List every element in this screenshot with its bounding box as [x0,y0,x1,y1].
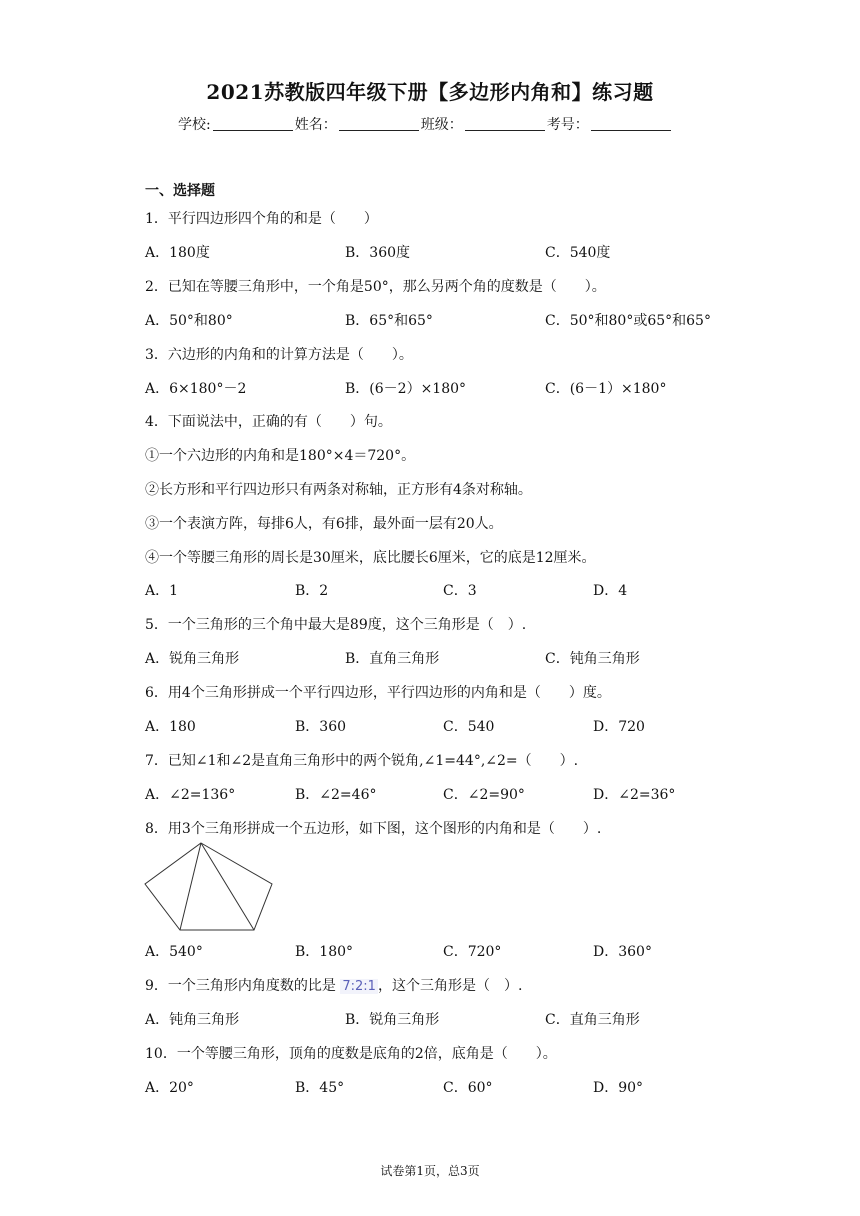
option-a[interactable]: A．6×180°－2 [145,381,247,397]
option-c[interactable]: C．60° [443,1080,493,1096]
page-footer: 试卷第1页，总3页 [380,1164,480,1178]
option-c[interactable]: C．(6－1）×180° [545,381,667,397]
statement-3: ③一个表演方阵，每排6人，有6排，最外面一层有20人。 [145,516,503,532]
statement-2: ②长方形和平行四边形只有两条对称轴，正方形有4条对称轴。 [145,482,532,498]
question-8: 8．用3个三角形拼成一个五边形，如下图，这个图形的内角和是（ ）. [145,821,602,837]
question-1: 1．平行四边形四个角的和是（ ） [145,211,378,227]
ratio-formula: 7:2:1 [342,979,376,994]
question-6: 6．用4个三角形拼成一个平行四边形，平行四边形的内角和是（ ）度。 [145,685,611,701]
name-blank[interactable] [339,116,419,131]
option-b[interactable]: B．2 [295,583,329,599]
option-c[interactable]: C．∠2=90° [443,787,525,803]
school-label: 学校: [178,117,211,133]
question-1-options [145,242,725,262]
diagonal-right [201,843,254,930]
number-blank[interactable] [591,116,671,131]
question-8-options [145,941,725,961]
option-c[interactable]: C．50°和80°或65°和65° [545,313,711,329]
question-2-options [145,310,725,330]
option-b[interactable]: B．360 [295,719,347,735]
option-b[interactable]: B．锐角三角形 [345,1012,440,1028]
option-a[interactable]: A．钝角三角形 [145,1012,240,1028]
question-5-options [145,648,725,668]
option-b[interactable]: B．∠2=46° [295,787,377,803]
pentagon-figure [142,840,276,934]
school-blank[interactable] [213,116,293,131]
student-info-line [178,114,673,134]
question-10-options [145,1077,725,1097]
name-label: 姓名： [294,117,337,133]
question-9-text-start: 9．一个三角形内角度数的比是 [145,978,336,994]
question-9-text-end: ，这个三角形是（ ）. [377,978,523,994]
option-a[interactable]: A．180 [145,719,196,735]
statement-4: ④一个等腰三角形的周长是30厘米，底比腰长6厘米，它的底是12厘米。 [145,550,596,566]
option-d[interactable]: D．720 [593,719,645,735]
option-d[interactable]: D．360° [593,944,652,960]
option-a[interactable]: A．540° [145,944,203,960]
question-2: 2．已知在等腰三角形中，一个角是50°，那么另两个角的度数是（ ）。 [145,279,606,295]
option-c[interactable]: C．540度 [545,245,611,261]
option-a[interactable]: A．180度 [145,245,210,261]
class-blank[interactable] [465,116,545,131]
question-10: 10．一个等腰三角形，顶角的度数是底角的2倍，底角是（ ）。 [145,1046,557,1062]
option-b[interactable]: B．45° [295,1080,345,1096]
question-5: 5．一个三角形的三个角中最大是89度，这个三角形是（ ）. [145,617,527,633]
option-a[interactable]: A．20° [145,1080,194,1096]
option-a[interactable]: A．50°和80° [145,313,233,329]
section-heading: 一、选择题 [145,183,215,199]
question-6-options [145,716,725,736]
page-title: 2021苏教版四年级下册【多边形内角和】练习题 [206,80,654,104]
option-c[interactable]: C．720° [443,944,502,960]
statement-1: ①一个六边形的内角和是180°×4＝720°。 [145,448,416,464]
question-4: 4．下面说法中，正确的有（ ）句。 [145,414,392,430]
question-4-options [145,580,725,600]
option-b[interactable]: B．(6－2）×180° [345,381,467,397]
option-d[interactable]: D．∠2=36° [593,787,676,803]
option-b[interactable]: B．360度 [345,245,411,261]
option-a[interactable]: A．1 [145,583,179,599]
question-9 [145,975,522,995]
option-b[interactable]: B．直角三角形 [345,651,440,667]
option-b[interactable]: B．65°和65° [345,313,433,329]
option-b[interactable]: B．180° [295,944,354,960]
number-label: 考号： [546,117,589,133]
option-a[interactable]: A．∠2=136° [145,787,236,803]
option-d[interactable]: D．90° [593,1080,644,1096]
question-7-options [145,784,725,804]
question-7: 7．已知∠1和∠2是直角三角形中的两个锐角,∠1=44°,∠2=（ ）. [145,753,579,769]
question-9-options [145,1009,725,1029]
option-c[interactable]: C．3 [443,583,477,599]
question-3-options [145,378,725,398]
class-label: 班级： [420,117,463,133]
option-d[interactable]: D．4 [593,583,628,599]
option-a[interactable]: A．锐角三角形 [145,651,240,667]
question-3: 3．六边形的内角和的计算方法是（ ）。 [145,347,413,363]
option-c[interactable]: C．540 [443,719,495,735]
option-c[interactable]: C．直角三角形 [545,1012,640,1028]
option-c[interactable]: C．钝角三角形 [545,651,640,667]
